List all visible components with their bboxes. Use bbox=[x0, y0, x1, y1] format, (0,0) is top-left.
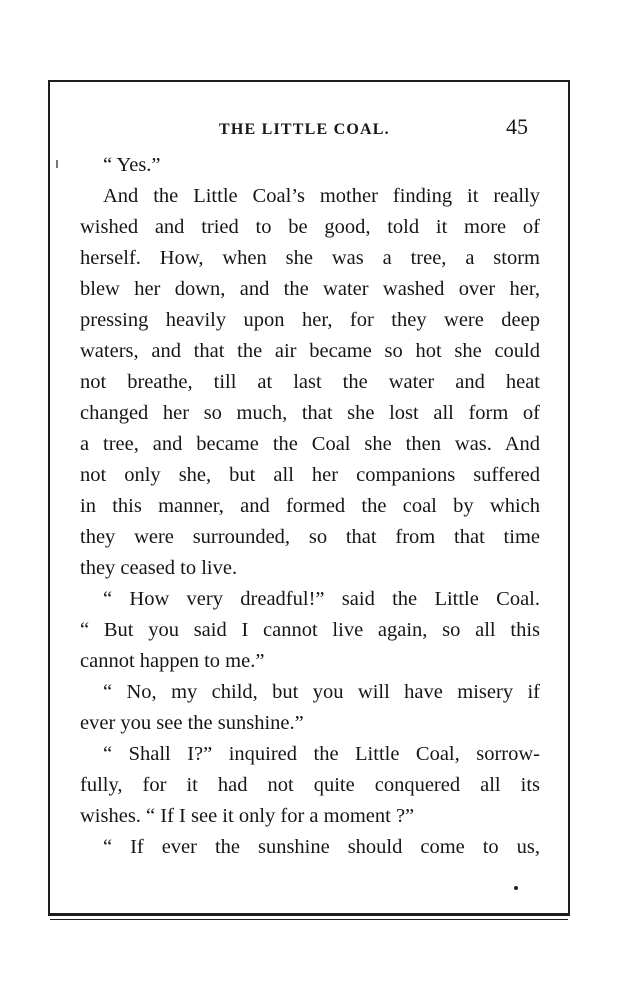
page-number: 45 bbox=[506, 114, 528, 139]
text-line: they were surrounded, so that from that time bbox=[80, 526, 540, 548]
text-line: cannot happen to me.” bbox=[80, 650, 265, 672]
body-text bbox=[80, 150, 540, 863]
text-line: herself. How, when she was a tree, a storm bbox=[80, 247, 540, 269]
text-line: fully, for it had not quite conquered all its bbox=[80, 774, 540, 796]
text-line: not breathe, till at last the water and heat bbox=[80, 371, 540, 393]
text-line: not only she, but all her companions suffered bbox=[80, 464, 540, 486]
text-line: wishes. “ If I see it only for a moment ?” bbox=[80, 805, 415, 827]
text-line: “ No, my child, but you will have misery if bbox=[103, 681, 540, 703]
text-line: ever you see the sunshine.” bbox=[80, 712, 304, 734]
text-line: “ Shall I?” inquired the Little Coal, sorrow- bbox=[103, 743, 540, 765]
text-line: waters, and that the air became so hot she could bbox=[80, 340, 540, 362]
text-line: “ If ever the sunshine should come to us, bbox=[103, 836, 540, 858]
running-title: THE LITTLE COAL. bbox=[219, 121, 390, 138]
text-line: “ How very dreadful!” said the Little Coal. bbox=[103, 588, 540, 610]
ink-speck bbox=[514, 886, 518, 890]
text-line: pressing heavily upon her, for they were deep bbox=[80, 309, 540, 331]
text-line: in this manner, and formed the coal by which bbox=[80, 495, 540, 517]
text-line: blew her down, and the water washed over her, bbox=[80, 278, 540, 300]
text-line: “ But you said I cannot live again, so all this bbox=[80, 619, 540, 641]
text-line: “ Yes.” bbox=[103, 154, 161, 176]
margin-mark bbox=[56, 160, 58, 168]
text-line: changed her so much, that she lost all form of bbox=[80, 402, 540, 424]
text-line: they ceased to live. bbox=[80, 557, 238, 579]
text-line: a tree, and became the Coal she then was. And bbox=[80, 433, 540, 455]
text-line: And the Little Coal’s mother finding it really bbox=[103, 185, 540, 207]
text-line: wished and tried to be good, told it more of bbox=[80, 216, 540, 238]
